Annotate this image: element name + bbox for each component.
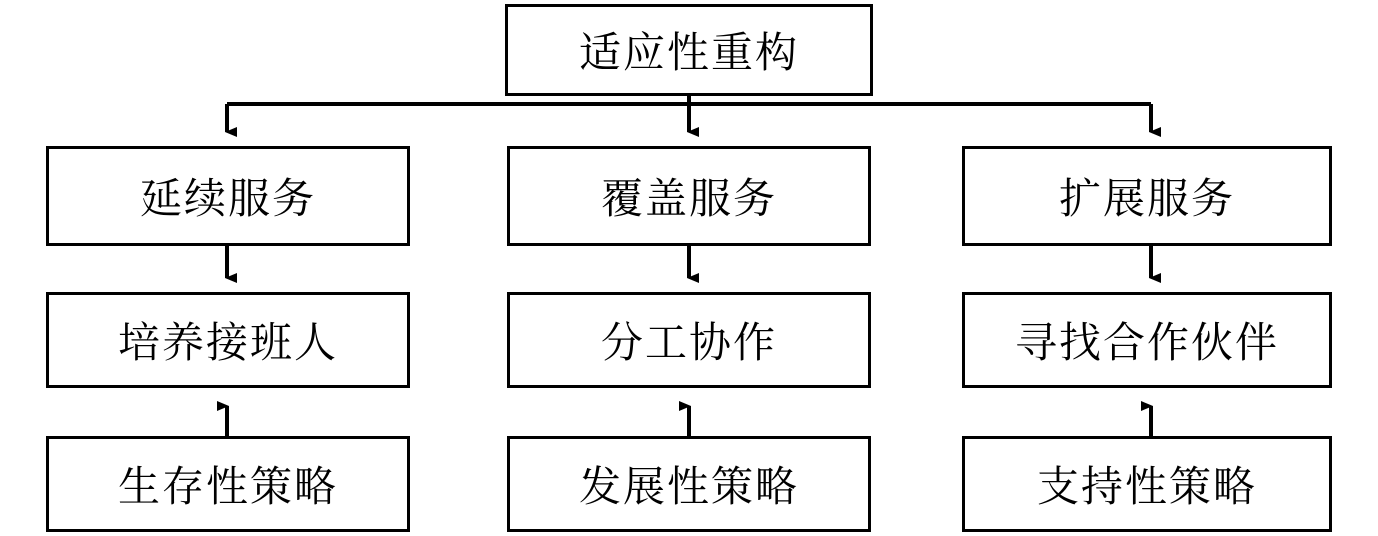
node-action-2[interactable] [507,292,871,388]
node-strategy-3[interactable] [962,436,1332,532]
node-service-2-label: 覆盖服务 [600,177,777,223]
node-action-3-label: 寻找合作伙伴 [1014,321,1279,367]
node-strategy-2-label: 发展性策略 [578,465,799,511]
node-action-2-label: 分工协作 [600,321,777,367]
node-strategy-1[interactable] [46,436,410,532]
node-action-1[interactable] [46,292,410,388]
node-root[interactable] [505,4,873,96]
node-service-3-label: 扩展服务 [1058,177,1235,223]
node-service-1-label: 延续服务 [139,177,316,223]
node-root-label: 适应性重构 [578,31,799,77]
node-strategy-1-label: 生存性策略 [117,465,338,511]
node-service-2[interactable] [507,146,871,246]
node-strategy-3-label: 支持性策略 [1036,465,1257,511]
node-action-1-label: 培养接班人 [117,321,338,367]
node-service-3[interactable] [962,146,1332,246]
node-strategy-2[interactable] [507,436,871,532]
node-service-1[interactable] [46,146,410,246]
node-action-3[interactable] [962,292,1332,388]
